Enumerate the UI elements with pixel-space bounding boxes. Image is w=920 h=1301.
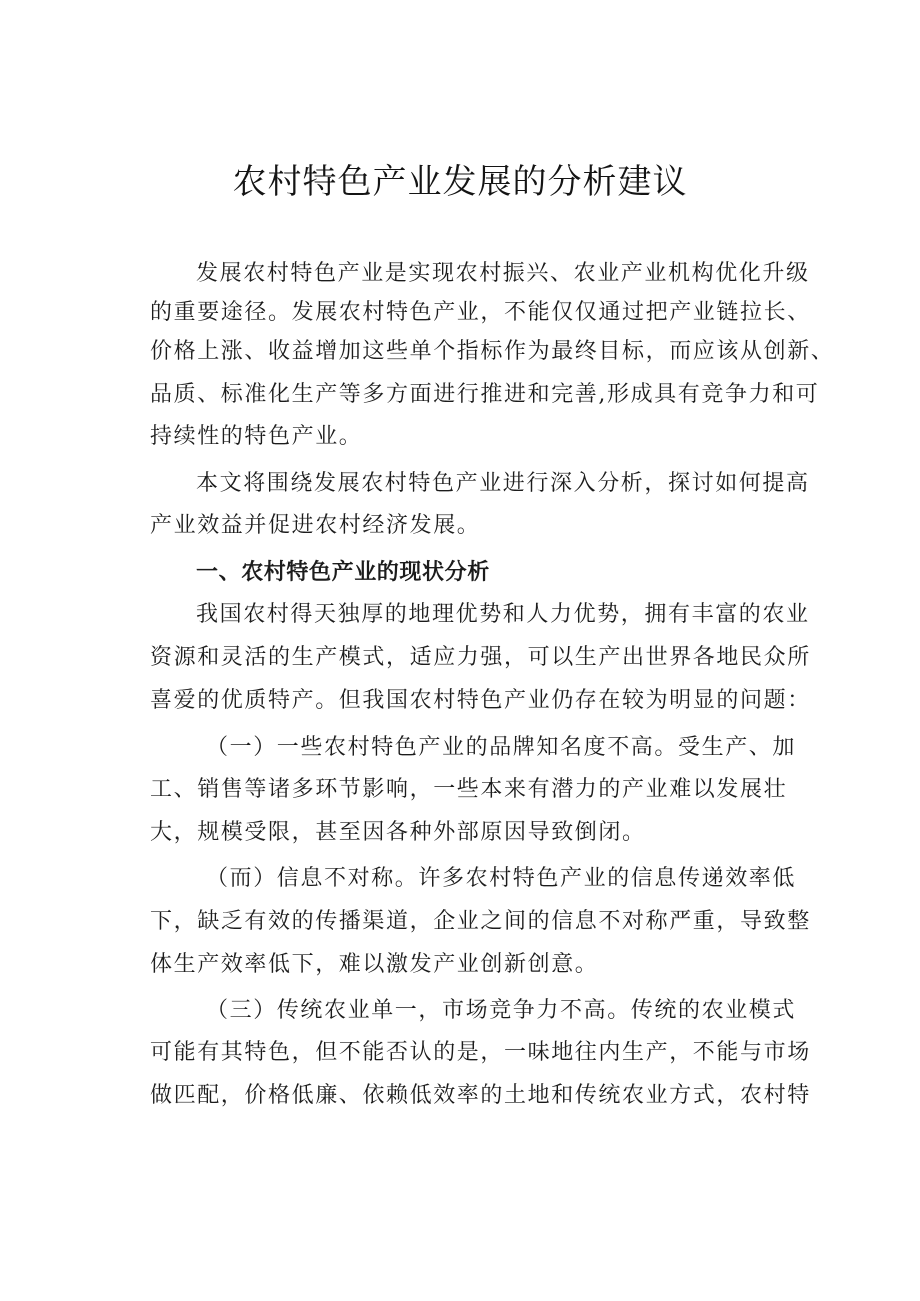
paragraph-line: 资源和灵活的生产模式，适应力强，可以生产出世界各地民众所 (150, 645, 811, 670)
paragraph-line: 产业效益并促进农村经济发展。 (150, 513, 481, 538)
list-item-line: 下，缺乏有效的传播渠道，企业之间的信息不对称严重，导致整 (150, 909, 811, 934)
list-item-line: 可能有其特色，但不能否认的是，一味地往内生产，不能与市场 (150, 1040, 811, 1065)
list-item-line: 体生产效率低下，难以激发产业创新创意。 (150, 952, 599, 977)
paragraph-line: 的重要途径。发展农村特色产业，不能仅仅通过把产业链拉长、 (150, 300, 811, 325)
section-heading: 一、农村特色产业的现状分析 (196, 560, 490, 585)
list-item-line: 工、销售等诸多环节影响，一些本来有潜力的产业难以发展壮 (150, 777, 788, 802)
paragraph-line: 品质、标准化生产等多方面进行推进和完善,形成具有竞争力和可 (150, 382, 820, 407)
list-item-line: 大，规模受限，甚至因各种外部原因导致倒闭。 (150, 820, 646, 845)
paragraph-line: 发展农村特色产业是实现农村振兴、农业产业机构优化升级 (196, 261, 810, 286)
document-title: 农村特色产业发展的分析建议 (232, 162, 688, 202)
list-item-line: 做匹配，价格低廉、依赖低效率的土地和传统农业方式，农村特 (150, 1083, 811, 1108)
list-item-line: （三）传统农业单一，市场竞争力不高。传统的农业模式 (206, 998, 797, 1023)
paragraph-line: 我国农村得天独厚的地理优势和人力优势，拥有丰富的农业 (196, 602, 810, 627)
list-item-line: （而）信息不对称。许多农村特色产业的信息传递效率低 (206, 866, 797, 891)
paragraph-line: 喜爱的优质特产。但我国农村特色产业仍存在较为明显的问题： (150, 688, 811, 713)
paragraph-line: 价格上涨、收益增加这些单个指标作为最终目标，而应该从创新、 (150, 339, 835, 364)
paragraph-line: 本文将围绕发展农村特色产业进行深入分析，探讨如何提高 (196, 471, 810, 496)
list-item-line: （一）一些农村特色产业的品牌知名度不高。受生产、加 (206, 735, 797, 760)
paragraph-line: 持续性的特色产业。 (150, 424, 363, 449)
